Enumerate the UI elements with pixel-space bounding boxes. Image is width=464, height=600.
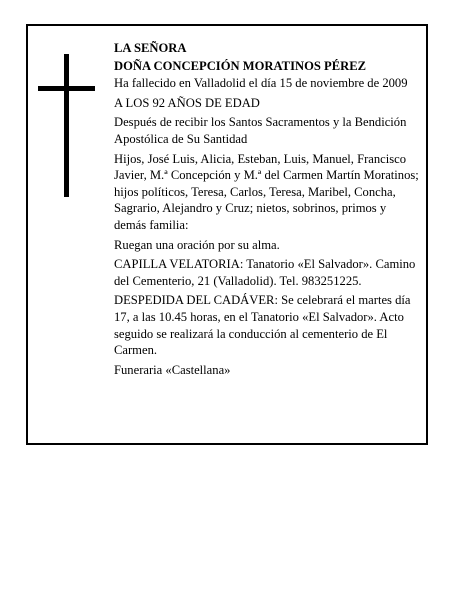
sacraments-line: Después de recibir los Santos Sacramentos y la Bendición Apostólica de Su Santidad (114, 115, 407, 146)
farewell-info: DESPEDIDA DEL CADÁVER: Se celebrará el martes día 17, a las 10.45 horas, en el Tanatorio «El Salvador». Acto seguido se realizará la conducción al cementerio de El Carmen. (114, 293, 411, 358)
funeral-home: Funeraria «Castellana» (114, 362, 231, 377)
death-date-line: Ha fallecido en Valladolid el día 15 de noviembre de 2009 (114, 76, 408, 91)
cross-icon-vertical-bar (64, 54, 69, 197)
prayer-request: Ruegan una oración por su alma. (114, 237, 280, 252)
age-line: A LOS 92 AÑOS DE EDAD (114, 95, 260, 110)
chapel-info: CAPILLA VELATORIA: Tanatorio «El Salvador». Camino del Cementerio, 21 (Valladolid). Tel. 983251225. (114, 257, 416, 288)
deceased-name: DOÑA CONCEPCIÓN MORATINOS PÉREZ (114, 58, 367, 73)
cross-icon-horizontal-bar (38, 86, 95, 91)
notice-heading: LA SEÑORA (114, 41, 187, 55)
family-list: Hijos, José Luis, Alicia, Esteban, Luis, Manuel, Francisco Javier, M.ª Concepción y M.ª del Carmen Martín Moratinos; hijos políticos, Teresa, Carlos, Teresa, Maribel, Concha, Sagrario, Alejandro y Cruz; nietos, sobrinos, primos y demás familia: (114, 151, 419, 232)
obituary-text-block (114, 40, 419, 378)
